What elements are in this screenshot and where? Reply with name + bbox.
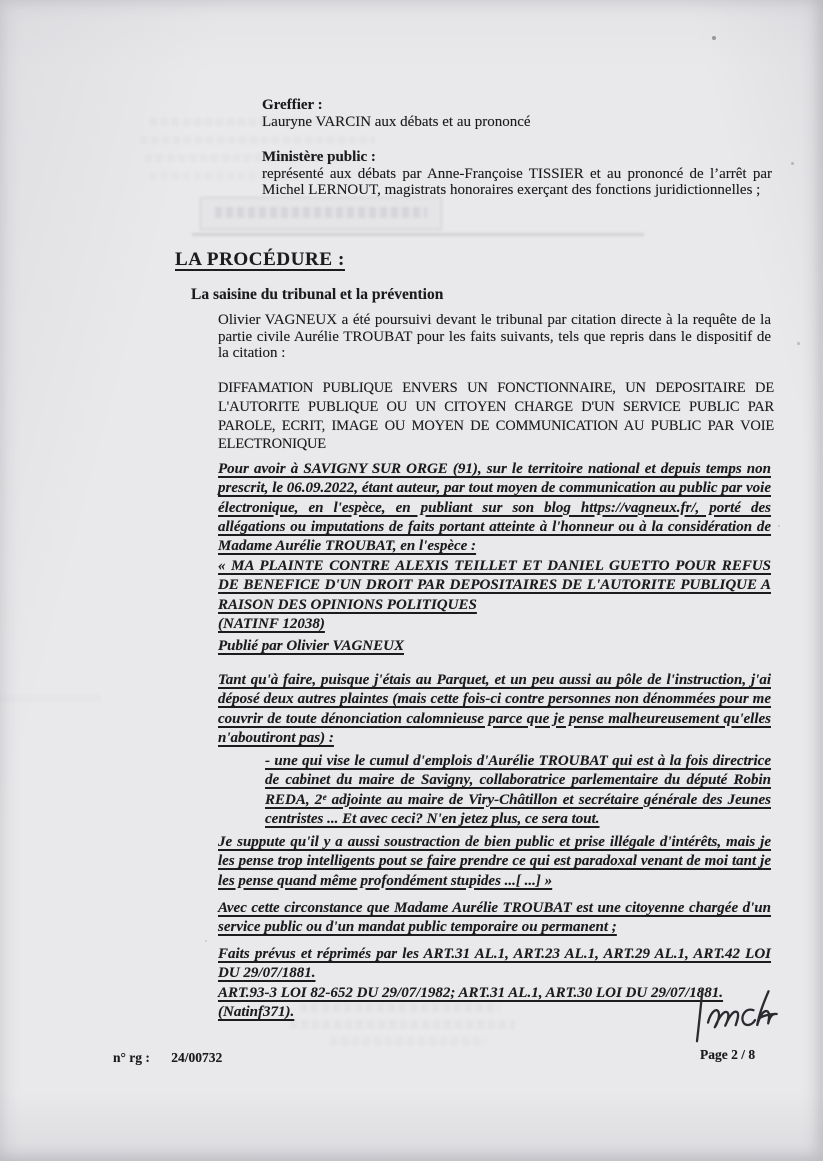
citation-paragraph-8-line3: (Natinf371).: [218, 1003, 295, 1020]
ministere-heading: Ministère public :: [262, 149, 376, 165]
citation-paragraph-5-text: - une qui vise le cumul d'emplois d'Aurélie TROUBAT qui est à la fois directrice de cabinet du maire de Savigny, collaboratrice parlementaire du député Robin REDA, 2ᵉ adjointe au maire de Viry-Châtillon et secrétaire générale des Jeunes centristes ... Et avec ceci? N'en jetez plus, ce sera tout.: [265, 753, 771, 827]
scan-speck: [778, 525, 780, 527]
bleed-through-artifact: [330, 1037, 485, 1046]
ministere-body: représenté aux débats par Anne-Françoise TISSIER et au prononcé de l’arrêt par Michel LERNOUT, magistrats honoraires exerçant des fonctions juridictionnelles ;: [262, 165, 772, 198]
bleed-through-artifact: [140, 136, 375, 144]
intro-paragraph: Olivier VAGNEUX a été poursuivi devant le tribunal par citation directe à la requête de la partie civile Aurélie TROUBAT pour les faits suivants, tels que repris dans le dispositif de la citation :: [218, 312, 771, 361]
citation-paragraph-5: [265, 752, 771, 829]
saisine-heading: La saisine du tribunal et la prévention: [191, 286, 444, 303]
greffier-heading: Greffier :: [262, 97, 323, 113]
citation-paragraph-8-line1: Faits prévus et réprimés par les ART.31 AL.1, ART.23 AL.1, ART.29 AL.1, ART.42 LOI DU 29/07/1881.: [218, 946, 771, 982]
citation-author-text: Publié par Olivier VAGNEUX: [218, 638, 404, 654]
footer-page-number: Page 2 / 8: [700, 1047, 756, 1062]
greffier-section: [262, 97, 772, 130]
bleed-through-title-box: [200, 197, 442, 230]
scan-speck: [712, 36, 716, 40]
citation-paragraph-7: [218, 899, 771, 938]
scan-speck: [791, 162, 794, 165]
procedure-heading: LA PROCÉDURE :: [175, 249, 345, 270]
citation-paragraph-2: [218, 557, 771, 634]
citation-author-line: [218, 637, 404, 656]
citation-paragraph-8: [218, 945, 771, 1022]
scan-speck: [797, 342, 800, 345]
citation-paragraph-1: [218, 460, 771, 556]
footer-rg-value: 24/00732: [171, 1050, 223, 1065]
citation-paragraph-8-line2: ART.93-3 LOI 82-652 DU 29/07/1982; ART.31 AL.1, ART.30 LOI DU 29/07/1881.: [218, 984, 724, 1001]
bleed-through-artifact: [0, 695, 101, 705]
ministere-public-section: [262, 149, 772, 199]
charge-paragraph: DIFFAMATION PUBLIQUE ENVERS UN FONCTIONNAIRE, UN DEPOSITAIRE DE L'AUTORITE PUBLIQUE OU UN CITOYEN CHARGE D'UN SERVICE PUBLIC PAR PAROLE, ECRIT, IMAGE OU MOYEN DE COMMUNICATION AU PUBLIC PAR VOIE ELECTRONIQUE: [218, 380, 774, 453]
citation-paragraph-2-text: « MA PLAINTE CONTRE ALEXIS TEILLET ET DANIEL GUETTO POUR REFUS DE BENEFICE D'UN DROIT PAR DEPOSITAIRES DE L'AUTORITE PUBLIQUE A RAISON DES OPINIONS POLITIQUES: [218, 558, 771, 613]
scan-speck: [205, 940, 207, 942]
footer-rg-label: n° rg :: [113, 1050, 150, 1065]
citation-paragraph-4-text: Tant qu'à faire, puisque j'étais au Parquet, et un peu aussi au pôle de l'instruction, j'ai déposé deux autres plaintes (mais cette fois-ci contre personnes non dénommées pour me couvrir de toute dénonciation calomnieuse parce que je pense malheureusement qu'elles n'aboutiront pas) :: [218, 672, 771, 746]
citation-paragraph-7-text: Avec cette circonstance que Madame Aurélie TROUBAT est une citoyenne chargée d'un service public ou d'un mandat public temporaire ou permanent ;: [218, 900, 771, 936]
citation-paragraph-1-text: Pour avoir à SAVIGNY SUR ORGE (91), sur le territoire national et depuis temps non prescrit, le 06.09.2022, étant auteur, par tout moyen de communication au public par voie électronique, en l'espèce, en publiant sur son blog https://vagneux.fr/, porté des allégations ou imputations de faits portant atteinte à l'honneur ou à la considération de Madame Aurélie TROUBAT, en l'espèce :: [218, 461, 771, 555]
citation-paragraph-4: [218, 671, 771, 748]
greffier-body: Lauryne VARCIN aux débats et au prononcé: [262, 113, 531, 130]
bleed-through-rule: [192, 233, 644, 236]
citation-paragraph-6: [218, 833, 771, 891]
footer-rg: [113, 1050, 222, 1066]
citation-paragraph-6-text: Je suppute qu'il y a aussi soustraction de bien public et prise illégale d'intérêts, mais je les pense trop intelligents pout se faire prendre ce qui est paradoxal venant de moi tant je les pense quand même profondément stupides ...[ ...] »: [218, 834, 771, 889]
citation-natinf: (NATINF 12038): [218, 615, 325, 632]
